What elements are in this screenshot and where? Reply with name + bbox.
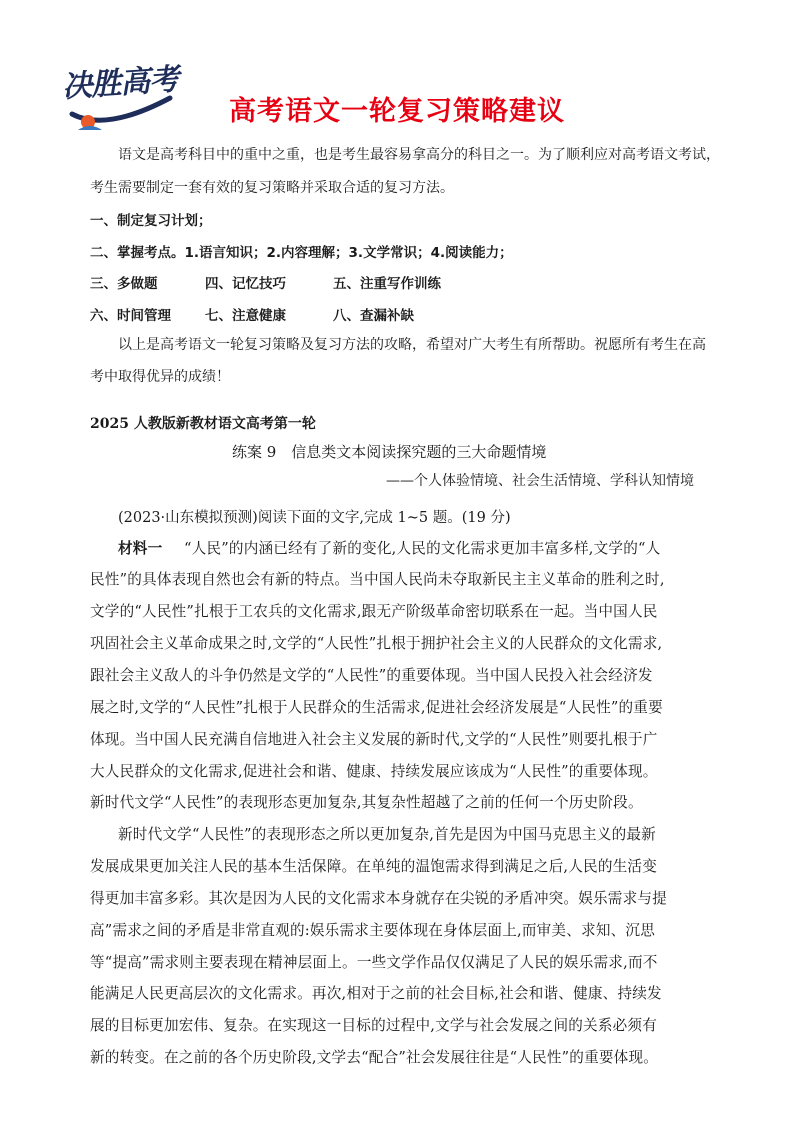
body-line: 发展成果更加关注人民的基本生活保障。在单纯的温饱需求得到满足之后,人民的生活变 — [90, 858, 658, 875]
body-line: 能满足人民更高层次的文化需求。再次,相对于之前的社会目标,社会和谐、健康、持续发 — [90, 985, 662, 1002]
instruction: (2023·山东模拟预测)阅读下面的文字,完成 1~5 题。(19 分) — [118, 510, 511, 526]
body-line: 展之时,文学的“人民性”扎根于人民群众的生活需求,促进社会经济发展是“人民性”的重要 — [90, 699, 663, 716]
body-line: 展的目标更加宏伟、复杂。在实现这一目标的过程中,文学与社会发展之间的关系必须有 — [90, 1017, 658, 1034]
body-line: 民性”的具体表现自然也会有新的特点。当中国人民尚未夺取新民主主义革命的胜利之时, — [90, 571, 665, 588]
intro-line-2: 考生需要制定一套有效的复习策略并采取合适的复习方法。 — [90, 180, 454, 196]
body-line: “人民”的内涵已经有了新的变化,人民的文化需求更加丰富多样,文学的“人 — [184, 540, 661, 557]
body-line: 跟社会主义敌人的斗争仍然是文学的“人民性”的重要体现。当中国人民投入社会经济发 — [90, 667, 653, 684]
item-row-2: 二、掌握考点。1.语言知识；2.内容理解；3.文学常识；4.阅读能力； — [90, 245, 513, 261]
body-line: 新时代文学“人民性”的表现形态更加复杂,其复杂性超越了之前的任何一个历史阶段。 — [90, 794, 643, 811]
outro-line-1: 以上是高考语文一轮复习策略及复习方法的攻略，希望对广大考生有所帮助。祝愿所有考生在高 — [118, 337, 706, 353]
item-row-1: 一、制定复习计划； — [90, 213, 212, 229]
lesson-subtitle: ——个人体验情境、社会生活情境、学科认知情境 — [386, 473, 694, 489]
body-line: 新的转变。在之前的各个历史阶段,文学去“配合”社会发展往往是“人民性”的重要体现。 — [90, 1049, 659, 1066]
section-heading: 2025 人教版新教材语文高考第一轮 — [90, 416, 316, 432]
body-line: 新时代文学“人民性”的表现形态之所以更加复杂,首先是因为中国马克思主义的最新 — [118, 826, 656, 843]
intro-line-1: 语文是高考科目中的重中之重，也是考生最容易拿高分的科目之一。为了顺利应对高考语文考试， — [118, 147, 720, 163]
item-writing: 五、注重写作训练 — [333, 276, 441, 292]
body-line: 等“提高”需求则主要表现在精神层面上。一些文学作品仅仅满足了人民的娱乐需求,而不 — [90, 954, 658, 971]
body-line: 得更加丰富多彩。其次是因为人民的文化需求本身就存在尖锐的矛盾冲突。娱乐需求与提 — [90, 890, 667, 907]
body-line: 文学的“人民性”扎根于工农兵的文化需求,跟无产阶级革命密切联系在一起。当中国人民 — [90, 603, 658, 620]
body-line: 巩固社会主义革命成果之时,文学的“人民性”扎根于拥护社会主义的人民群众的文化需求, — [90, 635, 663, 652]
body-line: 高”需求之间的矛盾是非常直观的:娱乐需求主要体现在身体层面上,而审美、求知、沉思 — [90, 922, 655, 939]
item-time: 六、时间管理 — [90, 308, 171, 324]
lesson-title: 练案 9 信息类文本阅读探究题的三大命题情境 — [232, 443, 547, 461]
item-review: 八、查漏补缺 — [333, 308, 414, 324]
logo-text: 决胜高考 — [61, 61, 180, 105]
item-health: 七、注意健康 — [205, 308, 286, 324]
item-practice: 三、多做题 — [90, 276, 158, 292]
material-label: 材料一 — [118, 540, 163, 557]
body-line: 大人民群众的文化需求,促进社会和谐、健康、持续发展应该成为“人民性”的重要体现。 — [90, 763, 658, 780]
outro-line-2: 考中取得优异的成绩！ — [90, 369, 230, 385]
page-title: 高考语文一轮复习策略建议 — [229, 96, 565, 127]
body-line: 体现。当中国人民充满自信地进入社会主义发展的新时代,文学的“人民性”则要扎根于广 — [90, 731, 658, 748]
item-memory: 四、记忆技巧 — [205, 276, 286, 292]
